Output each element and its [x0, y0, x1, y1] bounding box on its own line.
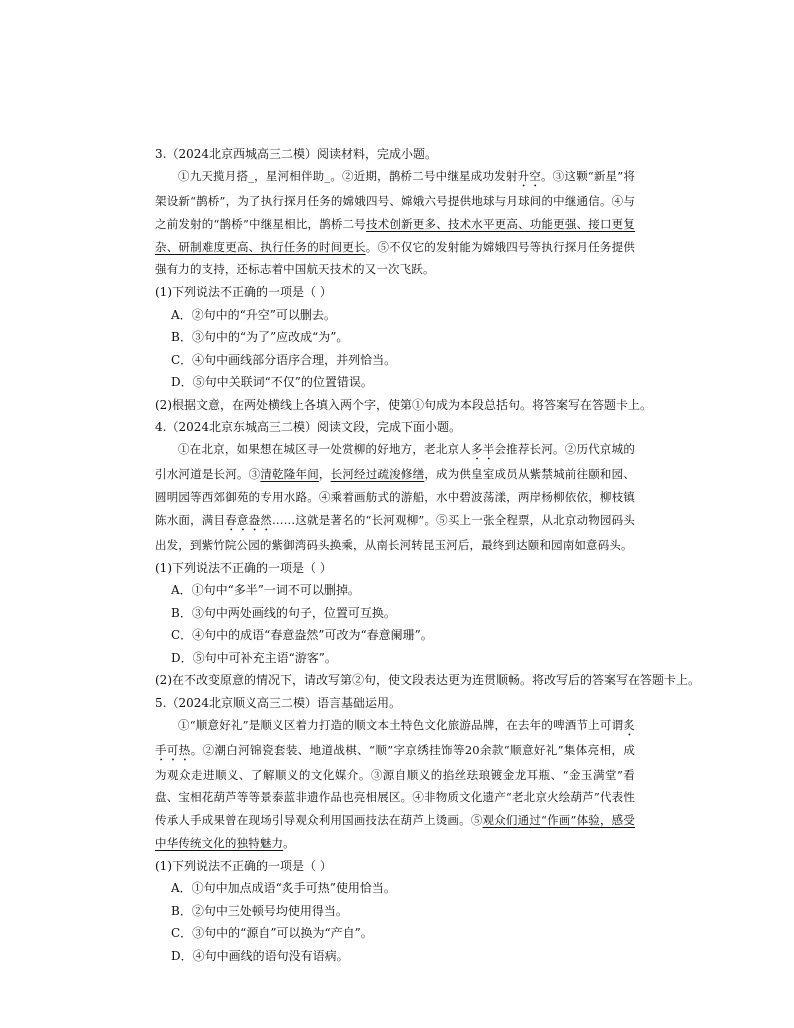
passage-text: ①“顺意好礼”是顺义区着力打造的顺文本土特色文化旅游品牌，在去年的啤酒节上可谓: [178, 717, 624, 732]
option-a: A．①句中加点成语“炙手可热”使用恰当。: [171, 881, 396, 896]
answer-options: [155, 579, 635, 669]
option-d: D．⑤句中关联词“不仅”的位置错误。: [171, 375, 373, 390]
reading-passage: [155, 714, 635, 855]
sub-question-2: (2)根据文意，在两处横线上各填入两个字，使第①句成为本段总括句。将答案写在答题卡上。: [155, 397, 653, 412]
question-header: 4.（2024北京东城高三二模）阅读文段，完成下面小题。: [155, 420, 461, 435]
option-c: C．③句中的“源自”可以换为“产自”。: [171, 926, 373, 941]
emphasized-word: 多半: [470, 442, 495, 457]
answer-options: [155, 877, 635, 967]
question-list: [155, 143, 701, 967]
option-a: A．①句中“多半”一词不可以删掉。: [171, 583, 360, 598]
reading-passage: [155, 438, 635, 556]
option-b: B．③句中的“为了”应改成“为”。: [171, 330, 349, 345]
underlined-phrase: 清乾隆年间: [260, 467, 319, 482]
passage-text: 会推荐长河。②历代京城的引水河道是长河。③: [155, 442, 635, 482]
option-d: D．⑤句中可补充主语“游客”。: [171, 650, 337, 665]
passage-text: ，成为供皇室成员从紫禁城前往颐和园、圆明园等西郊御苑的专用水路。④乘着画舫式的游船，水中碧波荡漾，两岸杨柳依依，柳枝镇陈水面，满目: [155, 467, 635, 527]
underlined-phrase: 技术创新更多、技术水平更高、功能更强、接口更复杂、研制难度更高、执行任务的时间更长: [155, 216, 636, 254]
passage-text: 。②潮白河锦瓷套装、地道战棋、“顺”字京绣挂饰等20余款“顺意好礼”集体亮相，成为观众走进顺义、了解顺义的文化媒介。③源自顺义的掐丝珐琅镀金龙耳瓶、“金玉满堂”看盘、宝相花葫芦等等景泰蓝非遗作品也亮相展区。④非物质文化遗产“老北京火绘葫芦”代表性传承人手成果曾在现场引导观众利用国画技法在葫芦上烫画。⑤: [155, 742, 635, 828]
emphasized-word: 升空: [517, 169, 541, 183]
question-4: [155, 416, 701, 691]
reading-passage: [155, 165, 635, 281]
sub-question-1: (1)下列说法不正确的一项是（ ）: [155, 858, 332, 873]
option-b: B．③句中两处画线的句子，位置可互换。: [171, 605, 396, 620]
sub-question-1: (1)下列说法不正确的一项是（ ）: [155, 560, 332, 575]
question-header: 3.（2024北京西城高三二模）阅读材料，完成小题。: [155, 147, 437, 161]
passage-text: ①九天揽月搭_，星河相伴助_。②近期，鹊桥二号中继星成功发射: [178, 169, 518, 183]
emphasized-word: 春意盎然: [225, 512, 272, 527]
question-3: [155, 143, 653, 416]
option-d: D．④句中画线的语句没有语病。: [171, 948, 349, 963]
passage-text: ……这就是著名的“长河观柳”。⑤买上一张全程票，从北京动物园码头出发，到紫竹院公园的紫御湾码头换乘，从南长河转昆玉河后，最终到达颐和园南如意码头。: [155, 512, 635, 552]
sub-question-2: (2)在不改变原意的情况下，请改写第②句，使文段表达更为连贯顺畅。将改写后的答案写在答题卡上。: [155, 673, 701, 688]
question-header: 5.（2024北京顺义高三二模）语言基础运用。: [155, 695, 401, 710]
emphasized-word: 炙手可热: [155, 717, 635, 757]
sub-question-1: (1)下列说法不正确的一项是（ ）: [155, 285, 332, 300]
option-a: A．②句中的“升空”可以删去。: [171, 307, 336, 322]
option-c: C．④句中画线部分语序合理，并列恰当。: [171, 352, 397, 367]
underlined-phrase: 观众们通过“作画”体验，感受中华传统文化的独特魅力: [155, 813, 636, 850]
passage-text: 。⑤不仅它的发射能为嫦娥四号等执行探月任务提供强有力的支持，还标志着中国航天技术的又一次飞跃。: [155, 239, 636, 277]
passage-text: 。: [283, 835, 295, 850]
question-5: [155, 692, 635, 968]
answer-options: [155, 304, 635, 394]
passage-text: ①在北京，如果想在城区寻一处赏柳的好地方，老北京人: [178, 442, 471, 457]
underlined-phrase: 长河经过疏浚修缮: [330, 467, 425, 482]
passage-text: ，: [318, 467, 331, 482]
option-b: B．②句中三处顿号均使用得当。: [171, 903, 348, 918]
option-c: C．④句中的成语“春意盎然”可改为“春意阑珊”。: [171, 628, 433, 643]
passage-text: 。③这颗“新星”将架设新“鹊桥”，为了执行探月任务的嫦娥四号、嫦娥六号提供地球与月球间的中继通信。④与之前发射的“鹊桥”中继星相比，鹊桥二号: [155, 169, 635, 231]
